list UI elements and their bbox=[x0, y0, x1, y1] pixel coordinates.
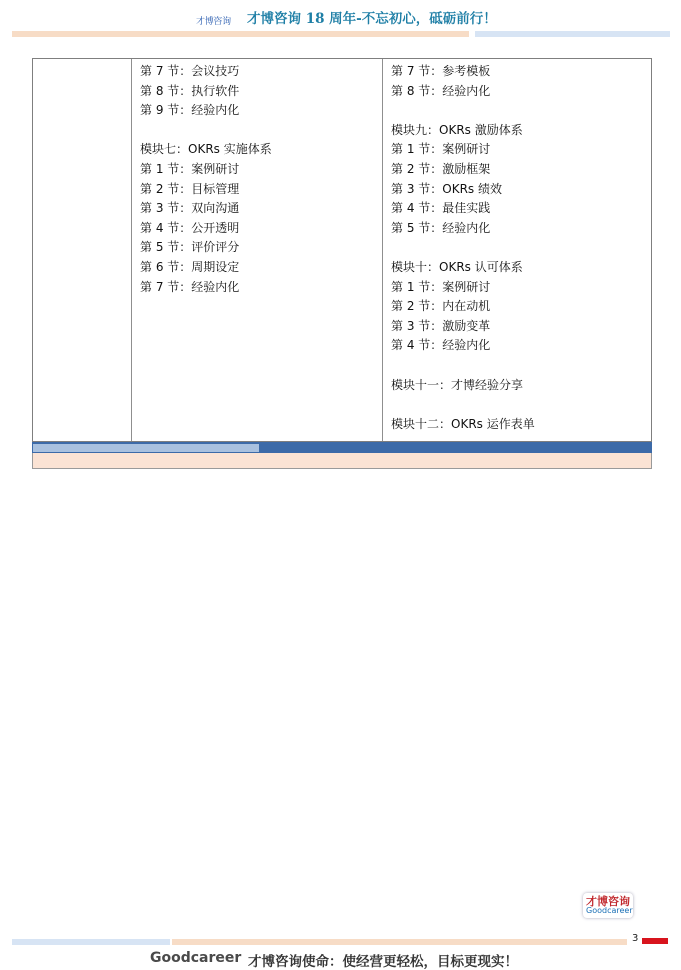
left-course-column bbox=[140, 62, 272, 297]
course-item: 第 4 节：最佳实践 bbox=[391, 201, 491, 216]
course-spacer bbox=[391, 356, 535, 376]
table-footer-band-light bbox=[33, 444, 259, 452]
course-item: 第 7 节：会议技巧 bbox=[140, 64, 240, 78]
course-table bbox=[32, 58, 652, 442]
course-item: 第 1 节：案例研讨 bbox=[391, 279, 491, 294]
course-item: 模块十：OKRs 认可体系 bbox=[391, 259, 523, 274]
course-item: 第 6 节：周期设定 bbox=[140, 259, 240, 274]
header-title: 才博咨询 18 周年-不忘初心，砥砺前行！ bbox=[247, 11, 497, 27]
footer-bar-peach bbox=[172, 939, 627, 945]
footer-brand: Goodcareer bbox=[150, 950, 242, 966]
course-item: 第 4 节：经验内化 bbox=[391, 338, 491, 353]
course-item: 第 4 节：公开透明 bbox=[140, 220, 240, 235]
course-item: 第 1 节：案例研讨 bbox=[391, 142, 491, 157]
course-item: 模块九：OKRs 激励体系 bbox=[391, 122, 523, 137]
page-number-marker bbox=[642, 938, 668, 944]
course-item: 第 5 节：评价评分 bbox=[140, 240, 240, 255]
course-item: 第 7 节：参考模板 bbox=[391, 64, 491, 78]
course-item: 第 5 节：经验内化 bbox=[391, 220, 491, 235]
course-item: 模块十一：才博经验分享 bbox=[391, 377, 524, 392]
course-item: 第 8 节：经验内化 bbox=[391, 83, 491, 98]
course-item: 模块七：OKRs 实施体系 bbox=[140, 142, 272, 157]
course-spacer bbox=[391, 395, 535, 415]
course-item: 第 9 节：经验内化 bbox=[140, 103, 240, 118]
course-spacer bbox=[140, 121, 272, 141]
course-spacer bbox=[391, 101, 535, 121]
course-item: 第 2 节：目标管理 bbox=[140, 181, 240, 196]
course-item: 第 2 节：激励框架 bbox=[391, 161, 491, 176]
table-divider-2 bbox=[382, 59, 383, 441]
course-item: 第 3 节：双向沟通 bbox=[140, 201, 240, 216]
footer-logo-en: Goodcareer bbox=[586, 906, 633, 915]
course-item: 第 3 节：激励变革 bbox=[391, 318, 491, 333]
footer-logo bbox=[583, 893, 633, 918]
footer-slogan: 才博咨询使命：使经营更轻松，目标更现实！ bbox=[248, 954, 518, 970]
header-logo: 才博咨询 bbox=[196, 17, 231, 27]
page-number: 3 bbox=[632, 933, 639, 944]
course-item: 第 2 节：内在动机 bbox=[391, 299, 491, 314]
table-footer-row bbox=[32, 453, 652, 469]
header-bar-blue bbox=[475, 31, 670, 37]
footer-logo-cn: 才博咨询 bbox=[586, 895, 630, 908]
header-bar-peach bbox=[12, 31, 469, 37]
footer-bar-blue bbox=[12, 939, 170, 945]
course-item: 第 7 节：经验内化 bbox=[140, 279, 240, 294]
course-spacer bbox=[391, 238, 535, 258]
course-item: 模块十二：OKRs 运作表单 bbox=[391, 416, 535, 431]
table-divider-1 bbox=[131, 59, 132, 441]
course-item: 第 1 节：案例研讨 bbox=[140, 161, 240, 176]
right-course-column bbox=[391, 62, 535, 434]
course-item: 第 3 节：OKRs 绩效 bbox=[391, 181, 502, 196]
course-item: 第 8 节：执行软件 bbox=[140, 83, 240, 98]
